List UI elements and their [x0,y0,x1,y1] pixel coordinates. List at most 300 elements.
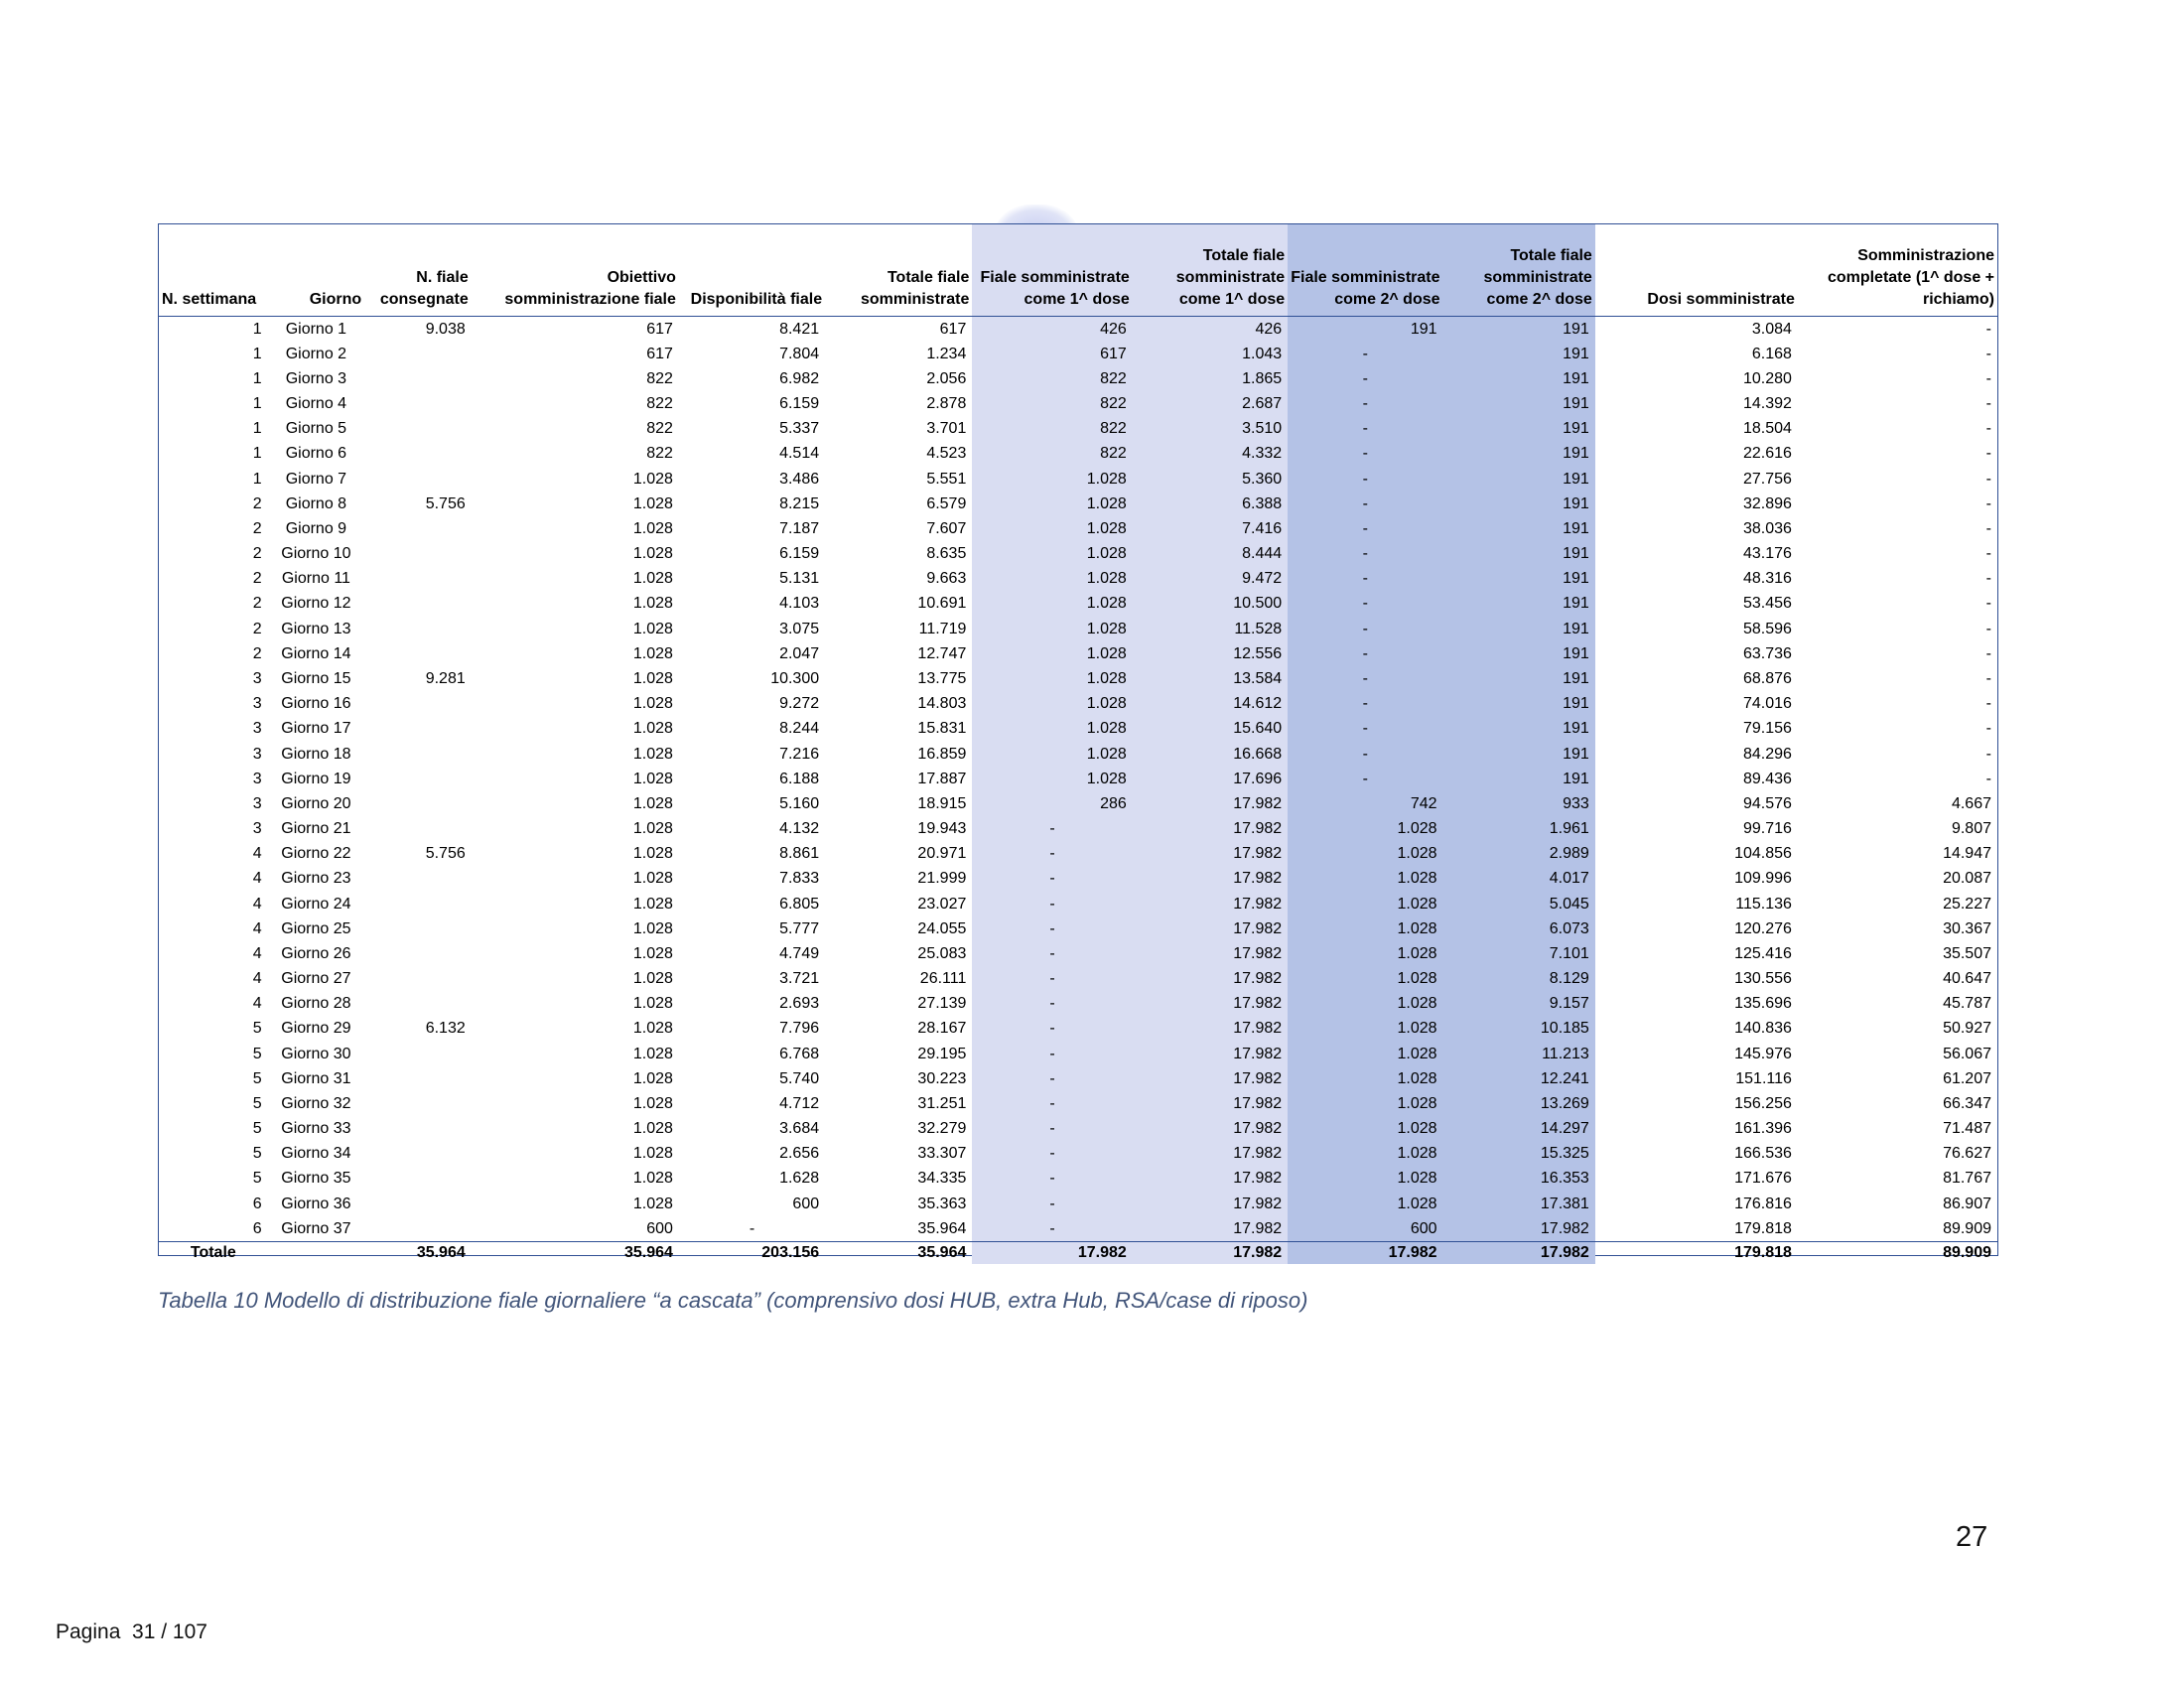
cell-doses: 43.176 [1742,545,1792,563]
cell-available: 6.805 [779,895,820,913]
cell-total-first-dose: 17.982 [1133,941,1288,966]
cell-day: Giorno 13 [281,620,351,637]
cell-second-dose: - [1288,692,1442,717]
cell-target: 1.028 [632,919,673,937]
cell-doses: 135.696 [1734,995,1792,1013]
cell-first-dose: - [972,1117,1132,1142]
table-row [159,516,1997,541]
cell-doses: 22.616 [1742,445,1792,463]
cell-completed: 81.767 [1943,1170,1991,1188]
cell-doses: 140.836 [1734,1020,1792,1038]
cell-completed: - [1985,669,1991,687]
cell-first-dose: - [972,1142,1132,1167]
cell-total-second-dose: 191 [1443,717,1595,742]
cell-first-dose: 1.028 [972,767,1132,791]
header-total-second-dose: Totale fiale somministrate come 2^ dose [1443,224,1595,317]
table-row [159,867,1997,892]
cell-target: 1.028 [632,1170,673,1188]
cell-delivered: 5.756 [425,494,466,512]
cell-available: 2.047 [779,644,820,662]
cell-total-second-dose: 9.157 [1443,992,1595,1017]
cell-total-first-dose: 3.510 [1133,417,1288,442]
cell-total-second-dose: 191 [1443,542,1595,567]
cell-first-dose: 1.028 [972,717,1132,742]
cell-target: 1.028 [632,570,673,588]
cell-delivered [364,366,472,391]
cell-day: Giorno 12 [281,595,351,613]
cell-completed: 61.207 [1943,1069,1991,1087]
cell-second-dose: - [1288,666,1442,691]
cell-target: 600 [646,1219,673,1237]
cell-doses: 109.996 [1734,870,1792,888]
cell-total-second-dose: 14.297 [1443,1117,1595,1142]
cell-week: 2 [252,494,262,512]
cell-available: 7.187 [779,519,820,537]
cell-completed: - [1985,470,1991,488]
cell-second-dose: - [1288,717,1442,742]
cell-second-dose: 1.028 [1288,966,1442,991]
cell-week: 2 [252,570,262,588]
total-available: 203.156 [679,1242,825,1265]
cell-week: 5 [252,1170,262,1188]
cell-total-first-dose: 11.528 [1133,617,1288,641]
cell-delivered [364,816,472,841]
cell-completed: - [1985,519,1991,537]
cell-doses: 120.276 [1734,919,1792,937]
cell-day: Giorno 1 [285,320,347,338]
cell-week: 5 [252,1120,262,1138]
cell-week: 1 [252,445,262,463]
cell-completed: 30.367 [1943,919,1991,937]
cell-completed: 35.507 [1943,944,1991,962]
cell-target: 1.028 [632,595,673,613]
table-row [159,567,1997,592]
cell-delivered: 5.756 [425,845,466,863]
cell-total-second-dose: 191 [1443,366,1595,391]
table-row [159,366,1997,391]
cell-total-administered: 14.803 [917,695,967,713]
cell-available: 2.693 [779,995,820,1013]
cell-second-dose: 1.028 [1288,941,1442,966]
header-available: Disponibilità fiale [679,224,825,317]
cell-delivered [364,1117,472,1142]
cell-total-administered: 34.335 [917,1170,967,1188]
page-number: 27 [1956,1521,1988,1553]
cell-completed: - [1985,620,1991,637]
cell-day: Giorno 21 [281,820,351,838]
cell-available: 8.215 [779,494,820,512]
total-total-second-dose: 17.982 [1443,1242,1595,1265]
table-row [159,717,1997,742]
cell-completed: 9.807 [1951,820,1991,838]
cell-day: Giorno 34 [281,1145,351,1163]
header-first-dose: Fiale somministrate come 1^ dose [972,224,1132,317]
cell-available: 6.159 [779,545,820,563]
cell-total-second-dose: 16.353 [1443,1167,1595,1192]
cell-delivered [364,442,472,467]
cell-completed: - [1985,494,1991,512]
cell-week: 3 [252,720,262,738]
cell-first-dose: 1.028 [972,567,1132,592]
cell-target: 1.028 [632,944,673,962]
cell-second-dose: 1.028 [1288,916,1442,941]
cell-target: 1.028 [632,845,673,863]
cell-total-second-dose: 2.989 [1443,842,1595,867]
cell-first-dose: 1.028 [972,617,1132,641]
cell-total-second-dose: 4.017 [1443,867,1595,892]
cell-total-administered: 32.279 [917,1120,967,1138]
cell-total-administered: 13.775 [917,669,967,687]
cell-doses: 48.316 [1742,570,1792,588]
cell-available: 8.421 [779,320,820,338]
cell-second-dose: 1.028 [1288,1017,1442,1042]
cell-available: 4.712 [779,1094,820,1112]
cell-second-dose: 1.028 [1288,1066,1442,1091]
cell-total-first-dose: 9.472 [1133,567,1288,592]
cell-day: Giorno 17 [281,720,351,738]
cell-target: 1.028 [632,669,673,687]
cell-total-second-dose: 11.213 [1443,1042,1595,1066]
cell-total-first-dose: 17.982 [1133,1091,1288,1116]
cell-day: Giorno 25 [281,919,351,937]
cell-available: 7.804 [779,345,820,362]
cell-doses: 115.136 [1735,895,1792,913]
cell-target: 1.028 [632,895,673,913]
cell-target: 1.028 [632,1120,673,1138]
cell-day: Giorno 33 [281,1120,351,1138]
cell-delivered: 6.132 [425,1020,466,1038]
cell-doses: 14.392 [1742,395,1792,413]
cell-available: - [749,1219,755,1237]
cell-total-second-dose: 5.045 [1443,892,1595,916]
cell-week: 2 [252,545,262,563]
table-row [159,592,1997,617]
cell-second-dose: - [1288,467,1442,492]
cell-total-second-dose: 6.073 [1443,916,1595,941]
cell-first-dose: 426 [972,317,1132,343]
cell-total-second-dose: 191 [1443,692,1595,717]
cell-second-dose: - [1288,417,1442,442]
cell-second-dose: 1.028 [1288,992,1442,1017]
cell-first-dose: - [972,941,1132,966]
cell-target: 1.028 [632,820,673,838]
cell-week: 2 [252,644,262,662]
cell-total-administered: 5.551 [926,470,967,488]
cell-target: 822 [646,369,673,387]
cell-total-second-dose: 191 [1443,767,1595,791]
cell-delivered [364,742,472,767]
cell-total-second-dose: 7.101 [1443,941,1595,966]
cell-target: 1.028 [632,519,673,537]
cell-total-administered: 20.971 [917,845,967,863]
cell-delivered [364,941,472,966]
cell-total-first-dose: 17.982 [1133,966,1288,991]
cell-available: 9.272 [779,695,820,713]
cell-doses: 104.856 [1734,845,1792,863]
cell-delivered [364,1142,472,1167]
cell-day: Giorno 3 [285,369,347,387]
page-footer: Pagina 31 / 107 [56,1620,207,1643]
cell-completed: - [1985,570,1991,588]
cell-completed: 14.947 [1943,845,1991,863]
table-caption: Tabella 10 Modello di distribuzione fiale giornaliere “a cascata” (comprensivo dosi HUB, extra Hub, RSA/case di riposo) [158,1288,1308,1313]
cell-week: 6 [252,1219,262,1237]
cell-day: Giorno 15 [281,669,351,687]
cell-total-second-dose: 191 [1443,666,1595,691]
total-second-dose: 17.982 [1288,1242,1442,1265]
cell-total-second-dose: 191 [1443,516,1595,541]
cell-second-dose: 1.028 [1288,867,1442,892]
table-row [159,1042,1997,1066]
table-header-row [159,224,1997,317]
cell-available: 5.777 [779,919,820,937]
cell-target: 1.028 [632,545,673,563]
cell-total-second-dose: 191 [1443,641,1595,666]
table-row [159,342,1997,366]
cell-day: Giorno 14 [281,644,351,662]
cell-first-dose: - [972,1042,1132,1066]
cell-second-dose: - [1288,641,1442,666]
cell-first-dose: 286 [972,791,1132,816]
cell-day: Giorno 18 [281,745,351,763]
cell-total-administered: 30.223 [917,1069,967,1087]
cell-day: Giorno 28 [281,995,351,1013]
cell-total-administered: 12.747 [917,644,967,662]
cell-total-second-dose: 191 [1443,417,1595,442]
cell-first-dose: - [972,892,1132,916]
cell-total-administered: 35.363 [917,1195,967,1212]
cell-first-dose: 617 [972,342,1132,366]
cell-doses: 74.016 [1742,695,1792,713]
cell-total-administered: 28.167 [917,1020,967,1038]
table-row [159,542,1997,567]
cell-total-second-dose: 13.269 [1443,1091,1595,1116]
cell-day: Giorno 16 [281,695,351,713]
cell-total-second-dose: 191 [1443,392,1595,417]
table-row [159,641,1997,666]
cell-total-administered: 24.055 [917,919,967,937]
cell-total-administered: 9.663 [926,570,967,588]
cell-completed: - [1985,695,1991,713]
cell-total-first-dose: 17.982 [1133,791,1288,816]
cell-total-administered: 31.251 [917,1094,967,1112]
cell-total-first-dose: 8.444 [1133,542,1288,567]
total-total-administered: 35.964 [825,1242,972,1265]
cell-doses: 161.396 [1734,1120,1792,1138]
cell-week: 1 [252,420,262,438]
cell-target: 1.028 [632,644,673,662]
cell-second-dose: - [1288,767,1442,791]
cell-available: 7.833 [779,870,820,888]
cell-first-dose: 1.028 [972,742,1132,767]
cell-available: 8.244 [779,720,820,738]
table-row [159,692,1997,717]
header-total-administered: Totale fiale somministrate [825,224,972,317]
cell-available: 6.982 [779,369,820,387]
cell-available: 3.486 [779,470,820,488]
cell-week: 4 [252,995,262,1013]
cell-first-dose: - [972,816,1132,841]
cell-first-dose: - [972,1167,1132,1192]
cell-available: 4.514 [779,445,820,463]
cell-doses: 151.116 [1735,1069,1792,1087]
cell-second-dose: - [1288,742,1442,767]
cell-week: 3 [252,669,262,687]
cell-total-administered: 25.083 [917,944,967,962]
cell-completed: 71.487 [1943,1120,1991,1138]
cell-total-administered: 1.234 [926,345,967,362]
cell-total-administered: 33.307 [917,1145,967,1163]
cell-first-dose: - [972,992,1132,1017]
cell-day: Giorno 23 [281,870,351,888]
cell-first-dose: 822 [972,442,1132,467]
cell-week: 2 [252,595,262,613]
cell-first-dose: 1.028 [972,592,1132,617]
cell-target: 1.028 [632,720,673,738]
cell-delivered [364,767,472,791]
cell-target: 1.028 [632,745,673,763]
header-total-first-dose: Totale fiale somministrate come 1^ dose [1133,224,1288,317]
cell-second-dose: 600 [1288,1216,1442,1242]
cell-total-first-dose: 17.982 [1133,1192,1288,1216]
cell-delivered [364,617,472,641]
cell-completed: - [1985,644,1991,662]
cell-completed: - [1985,770,1991,787]
cell-delivered [364,916,472,941]
cell-second-dose: - [1288,392,1442,417]
cell-delivered [364,467,472,492]
cell-available: 6.768 [779,1045,820,1062]
cell-week: 3 [252,794,262,812]
cell-total-second-dose: 191 [1443,342,1595,366]
cell-total-administered: 15.831 [917,720,967,738]
cell-completed: 20.087 [1943,870,1991,888]
cell-second-dose: - [1288,516,1442,541]
cell-available: 600 [792,1195,820,1212]
cell-total-second-dose: 191 [1443,617,1595,641]
total-target: 35.964 [472,1242,679,1265]
cell-total-first-dose: 17.982 [1133,892,1288,916]
cell-doses: 156.256 [1734,1094,1792,1112]
cell-total-second-dose: 191 [1443,567,1595,592]
cell-total-second-dose: 191 [1443,467,1595,492]
cell-week: 5 [252,1069,262,1087]
header-day: Giorno [268,224,364,317]
cell-total-first-dose: 17.982 [1133,916,1288,941]
cell-delivered [364,1167,472,1192]
cell-delivered [364,542,472,567]
cell-doses: 89.436 [1742,770,1792,787]
cell-total-administered: 6.579 [926,494,967,512]
cell-total-second-dose: 15.325 [1443,1142,1595,1167]
cell-total-first-dose: 17.982 [1133,992,1288,1017]
cell-total-first-dose: 17.982 [1133,1142,1288,1167]
cell-available: 10.300 [770,669,820,687]
cell-total-second-dose: 191 [1443,492,1595,516]
cell-available: 5.740 [779,1069,820,1087]
cell-total-first-dose: 13.584 [1133,666,1288,691]
cell-available: 2.656 [779,1145,820,1163]
cell-day: Giorno 30 [281,1045,351,1062]
header-delivered: N. fiale consegnate [364,224,472,317]
cell-available: 3.721 [779,970,820,988]
cell-week: 1 [252,395,262,413]
cell-target: 1.028 [632,794,673,812]
cell-total-administered: 2.056 [926,369,967,387]
cell-week: 6 [252,1195,262,1212]
cell-week: 1 [252,369,262,387]
cell-available: 4.749 [779,944,820,962]
cell-total-administered: 10.691 [917,595,967,613]
table-row [159,1117,1997,1142]
cell-week: 1 [252,470,262,488]
cell-completed: 76.627 [1943,1145,1991,1163]
cell-second-dose: - [1288,492,1442,516]
cell-available: 7.796 [779,1020,820,1038]
cell-total-first-dose: 17.982 [1133,867,1288,892]
cell-day: Giorno 36 [281,1195,351,1212]
cell-target: 1.028 [632,995,673,1013]
cell-completed: - [1985,320,1991,338]
cell-target: 617 [646,345,673,362]
cell-available: 6.159 [779,395,820,413]
cell-doses: 166.536 [1734,1145,1792,1163]
cell-target: 1.028 [632,1195,673,1212]
cell-delivered [364,692,472,717]
cell-total-administered: 7.607 [926,519,967,537]
table-row [159,1142,1997,1167]
cell-target: 1.028 [632,1020,673,1038]
cell-week: 5 [252,1094,262,1112]
cell-doses: 53.456 [1742,595,1792,613]
cell-target: 1.028 [632,1094,673,1112]
cell-target: 1.028 [632,1045,673,1062]
cell-total-second-dose: 191 [1443,592,1595,617]
cell-week: 4 [252,870,262,888]
cell-first-dose: 1.028 [972,467,1132,492]
cell-second-dose: - [1288,442,1442,467]
cell-first-dose: 1.028 [972,641,1132,666]
cell-doses: 84.296 [1742,745,1792,763]
cell-second-dose: - [1288,567,1442,592]
cell-total-second-dose: 17.381 [1443,1192,1595,1216]
cell-available: 8.861 [779,845,820,863]
cell-doses: 99.716 [1742,820,1792,838]
cell-total-first-dose: 14.612 [1133,692,1288,717]
cell-completed: 25.227 [1943,895,1991,913]
cell-delivered [364,641,472,666]
cell-week: 3 [252,770,262,787]
cell-second-dose: 742 [1288,791,1442,816]
cell-total-second-dose: 8.129 [1443,966,1595,991]
cell-total-first-dose: 12.556 [1133,641,1288,666]
cell-total-administered: 29.195 [917,1045,967,1062]
cell-available: 6.188 [779,770,820,787]
cell-second-dose: 191 [1288,317,1442,343]
cell-first-dose: - [972,916,1132,941]
cell-week: 1 [252,345,262,362]
cell-day: Giorno 6 [285,445,347,463]
cell-first-dose: - [972,966,1132,991]
cell-day: Giorno 26 [281,944,351,962]
cell-second-dose: - [1288,592,1442,617]
cell-second-dose: 1.028 [1288,892,1442,916]
cell-target: 1.028 [632,494,673,512]
cell-week: 3 [252,820,262,838]
cell-completed: - [1985,745,1991,763]
cell-doses: 79.156 [1742,720,1792,738]
cell-target: 822 [646,395,673,413]
